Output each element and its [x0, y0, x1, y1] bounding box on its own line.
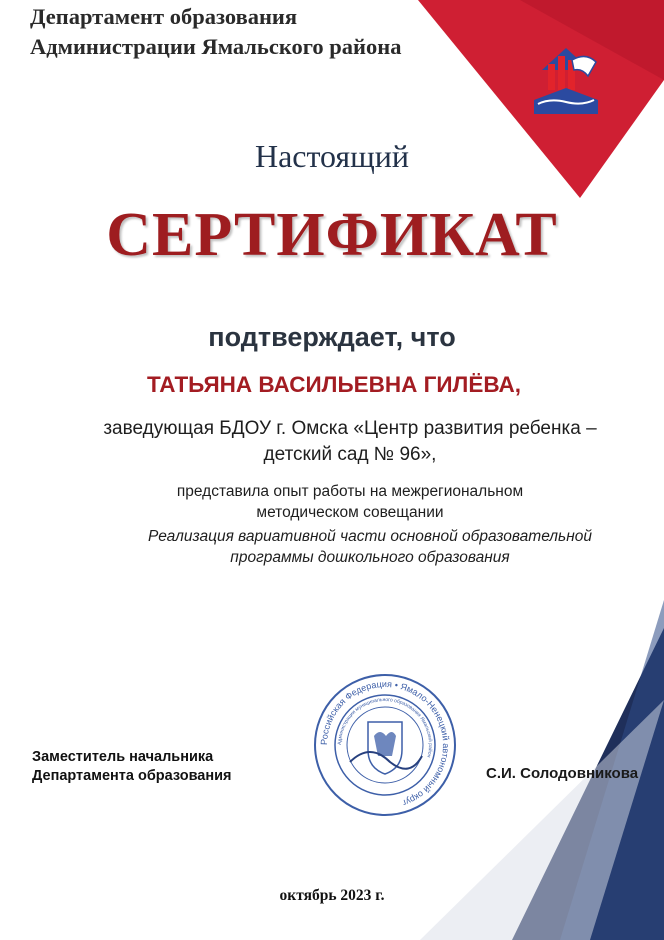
- stamp-ring-text: Российская Федерация • Ямало-Ненецкий автономный округ: [318, 678, 452, 809]
- organization-line-2: Администрации Ямальского района: [30, 34, 402, 59]
- position-line-2: детский сад № 96»,: [263, 444, 437, 465]
- signer-name: С.И. Солодовникова: [486, 765, 639, 782]
- official-stamp-icon: [310, 670, 460, 820]
- topic-line-1: Реализация вариативной части основной образовательной: [148, 528, 592, 545]
- position-line-1: заведующая БДОУ г. Омска «Центр развития ребенка –: [103, 418, 597, 439]
- stamp-inner-text: Администрации муниципального образования Ямальский район: [336, 696, 434, 758]
- topic-title: [50, 526, 664, 568]
- confirms-text: подтверждает, что: [208, 322, 456, 352]
- certificate-title: СЕРТИФИКАТ: [106, 201, 558, 269]
- issuing-organization: [30, 2, 490, 62]
- experience-line-1: представила опыт работы на межрегиональном: [176, 483, 524, 500]
- organization-line-1: Департамент образования: [30, 4, 298, 29]
- recipient-position: [60, 416, 640, 468]
- topic-line-2: программы дошкольного образования: [230, 549, 510, 566]
- experience-line-2: методическом совещании: [256, 504, 444, 521]
- department-logo-icon: [530, 42, 602, 120]
- pre-title: Настоящий: [254, 138, 410, 174]
- signer-role-line-1: Заместитель начальника: [32, 749, 214, 765]
- experience-statement: [70, 481, 630, 523]
- issue-date: октябрь 2023 г.: [279, 887, 385, 904]
- recipient-name: ТАТЬЯНА ВАСИЛЬЕВНА ГИЛЁВА,: [146, 372, 522, 397]
- signer-role-line-2: Департамента образования: [32, 768, 232, 784]
- signer-position: [32, 748, 232, 786]
